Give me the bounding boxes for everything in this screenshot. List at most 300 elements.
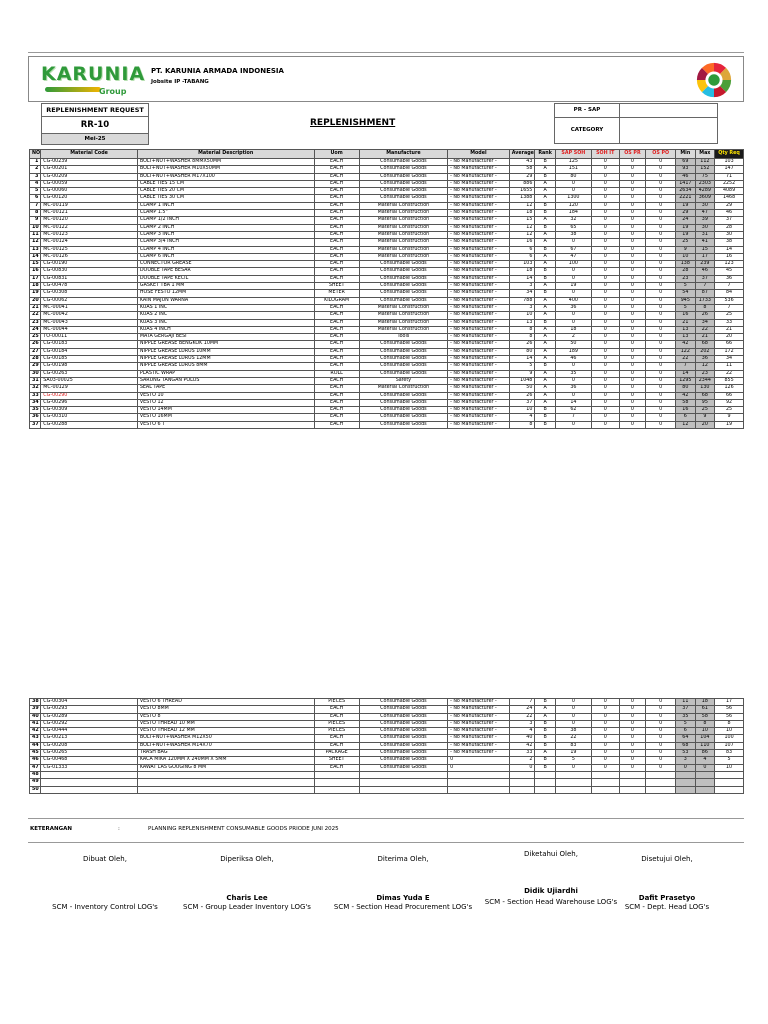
col-model-cell: - No Manufacturer - [448,421,510,428]
col-no-cell: 13 [30,246,41,253]
col-soh-it-cell: 0 [591,159,619,166]
col-material-description-cell: KUAS 2 INC [137,312,314,319]
col-model-cell: - No Manufacturer - [448,392,510,399]
col-qty-req-cell: 34 [715,356,744,363]
table-row [30,290,744,297]
col-average-cell: 26 [509,341,535,348]
col-qty-req-cell: 33 [715,319,744,326]
col-soh-it-cell: 0 [591,224,619,231]
signature-name: Dafit Prasetyo [638,894,696,902]
col-manufacture-cell: Consumable Goods [359,370,447,377]
col-average-cell: 22 [509,713,535,720]
col-uom-cell: EACH [314,706,359,713]
col-model-cell: - No Manufacturer - [448,750,510,757]
col-no-header: NO [30,150,41,159]
col-os-pr-cell: 0 [619,742,646,749]
col-average-cell: 24 [509,706,535,713]
col-min-cell: 29 [676,210,696,217]
col-soh-it-cell [591,786,619,793]
col-soh-it-cell: 0 [591,202,619,209]
col-material-code-cell: CG-00444 [41,728,138,735]
col-os-pr-cell: 0 [619,180,646,187]
col-uom-cell: EACH [314,377,359,384]
col-manufacture-cell: Consumable Goods [359,363,447,370]
col-model-cell: - No Manufacturer - [448,414,510,421]
col-os-pr-cell: 0 [619,188,646,195]
col-os-po-cell: 0 [646,414,676,421]
col-qty-req-cell: 66 [715,341,744,348]
col-soh-it-cell: 0 [591,319,619,326]
col-soh-it-cell: 0 [591,385,619,392]
col-sap-soh-cell: 100 [555,261,591,268]
table-row [30,224,744,231]
col-model-cell: - No Manufacturer - [448,159,510,166]
company-name: PT. KARUNIA ARMADA INDONESIA [151,67,284,75]
col-qty-req-cell: 14 [715,246,744,253]
table-row [30,764,744,771]
col-os-pr-cell: 0 [619,159,646,166]
request-month: Mei-25 [42,134,148,144]
col-uom-cell: EACH [314,304,359,311]
col-material-code-cell: MC-00121 [41,210,138,217]
col-average-cell: 1388 [509,195,535,202]
col-manufacture-cell: Consumable Goods [359,713,447,720]
col-rank-cell: A [535,283,556,290]
col-material-description-cell: CABLE TIES 20 CM [137,188,314,195]
col-sap-soh-cell: 50 [555,341,591,348]
col-max-cell: 58 [695,713,715,720]
col-manufacture-cell: Safety [359,377,447,384]
sdg-wheel-icon [695,61,733,99]
signature-position: SCM - Section Head Procurement LOG's [333,903,473,911]
col-rank-cell [535,779,556,786]
table-row [30,210,744,217]
table-row [30,334,744,341]
col-no-cell: 26 [30,341,41,348]
col-manufacture-cell: Consumable Goods [359,188,447,195]
col-no-cell: 29 [30,363,41,370]
col-model-cell: - No Manufacturer - [448,326,510,333]
col-rank-cell [535,771,556,778]
col-min-cell: 64 [676,735,696,742]
col-sap-soh-cell: 83 [555,742,591,749]
table-row [30,275,744,282]
col-no-cell: 14 [30,253,41,260]
col-min-cell: 2634 [676,188,696,195]
col-os-pr-cell: 0 [619,173,646,180]
col-rank-cell: B [535,757,556,764]
col-manufacture-cell: Material Construction [359,217,447,224]
col-soh-it-cell: 0 [591,699,619,706]
col-min-cell: 6 [676,728,696,735]
col-sap-soh-cell: 62 [555,407,591,414]
table-row [30,253,744,260]
col-soh-it-cell: 0 [591,166,619,173]
col-manufacture-cell: Consumable Goods [359,706,447,713]
col-manufacture-cell: Material Construction [359,202,447,209]
col-qty-req-cell: 83 [715,750,744,757]
col-material-description-cell: MATA GERGAJI BESI [137,334,314,341]
table-row [30,348,744,355]
col-material-code-cell: CG-00060 [41,188,138,195]
col-soh-it-cell: 0 [591,414,619,421]
col-os-pr-cell [619,779,646,786]
col-material-code-cell: CG-00263 [41,370,138,377]
col-os-pr-cell: 0 [619,750,646,757]
col-no-cell: 23 [30,319,41,326]
col-material-code-cell: CG-00292 [41,720,138,727]
col-qty-req-cell: 16 [715,253,744,260]
col-uom-cell: EACH [314,407,359,414]
col-min-cell: 1295 [676,377,696,384]
col-model-cell: - No Manufacturer - [448,699,510,706]
col-model-cell: - No Manufacturer - [448,356,510,363]
col-rank-cell: A [535,370,556,377]
col-soh-it-cell: 0 [591,180,619,187]
col-min-cell: 10 [676,253,696,260]
col-qty-req-cell [715,771,744,778]
col-sap-soh-cell: 151 [555,166,591,173]
col-os-po-cell [646,786,676,793]
col-os-pr-cell: 0 [619,312,646,319]
col-uom-cell: EACH [314,173,359,180]
col-no-cell: 46 [30,757,41,764]
col-manufacture-cell: Material Construction [359,319,447,326]
col-os-pr-cell: 0 [619,261,646,268]
col-manufacture-cell: Consumable Goods [359,392,447,399]
col-uom-cell: EACH [314,159,359,166]
col-rank-cell: A [535,239,556,246]
signature-position: SCM - Group Leader Inventory LOG's [183,903,311,911]
col-model-cell: - No Manufacturer - [448,720,510,727]
col-rank-cell: A [535,385,556,392]
col-average-cell [509,779,535,786]
col-no-cell: 24 [30,326,41,333]
col-model-cell: - No Manufacturer - [448,377,510,384]
col-model-cell: - No Manufacturer - [448,283,510,290]
col-os-pr-cell: 0 [619,334,646,341]
col-manufacture-cell: Material Construction [359,385,447,392]
col-manufacture-cell: Consumable Goods [359,180,447,187]
col-os-po-cell: 0 [646,421,676,428]
col-uom-cell: SHEET [314,757,359,764]
col-qty-req-cell: 22 [715,370,744,377]
col-os-pr-cell: 0 [619,757,646,764]
category-label: CATEGORY [555,118,620,143]
col-manufacture-cell: Consumable Goods [359,764,447,771]
col-os-po-cell: 0 [646,356,676,363]
col-os-pr-cell: 0 [619,363,646,370]
col-max-cell: 15 [695,246,715,253]
col-soh-it-cell: 0 [591,742,619,749]
col-os-pr-cell: 0 [619,728,646,735]
col-max-cell: 239 [695,261,715,268]
col-qty-req-header: Qty Req [715,150,744,159]
col-material-description-cell: CLAMP 2 INCH [137,224,314,231]
col-manufacture-cell: Material Construction [359,304,447,311]
col-qty-req-cell: 46 [715,210,744,217]
col-uom-cell: EACH [314,275,359,282]
col-min-cell: 22 [676,356,696,363]
col-material-description-cell [137,779,314,786]
col-os-po-cell: 0 [646,188,676,195]
col-sap-soh-cell: 47 [555,253,591,260]
col-model-cell: 0 [448,764,510,771]
col-min-cell: 37 [676,706,696,713]
col-model-cell: - No Manufacturer - [448,728,510,735]
top-rule [28,52,744,53]
col-qty-req-cell: 11 [715,363,744,370]
col-material-code-cell: MC-00041 [41,304,138,311]
col-material-description-cell: KACA MIKA 120MM X 240MM X 5MM [137,757,314,764]
col-max-cell: 12 [695,363,715,370]
col-uom-cell: EACH [314,166,359,173]
col-uom-cell: PIECES [314,699,359,706]
col-qty-req-cell: 45 [715,268,744,275]
col-rank-cell: A [535,297,556,304]
col-average-cell: 886 [509,180,535,187]
col-material-description-cell: KAIN MAJUN WARNA [137,297,314,304]
col-rank-cell: A [535,341,556,348]
col-model-cell: - No Manufacturer - [448,706,510,713]
col-no-cell: 39 [30,706,41,713]
col-model-cell: - No Manufacturer - [448,224,510,231]
col-qty-req-cell: 5 [715,757,744,764]
col-sap-soh-cell: 0 [555,268,591,275]
col-soh-it-cell: 0 [591,173,619,180]
col-material-description-cell: TRASH BAG [137,750,314,757]
col-max-cell: 18 [695,699,715,706]
col-min-cell: 3 [676,757,696,764]
col-soh-it-cell: 0 [591,239,619,246]
col-qty-req-cell: 21 [715,326,744,333]
col-os-pr-cell: 0 [619,370,646,377]
col-material-code-cell: SA03-00025 [41,377,138,384]
col-sap-soh-cell: 38 [555,728,591,735]
table-row [30,188,744,195]
signature-position: SCM - Section Head Warehouse LOG's [484,898,618,906]
col-uom-cell: EACH [314,363,359,370]
col-sap-soh-cell: 0 [555,713,591,720]
table-row [30,771,744,778]
col-manufacture-cell: Consumable Goods [359,728,447,735]
table-row [30,312,744,319]
col-rank-cell: B [535,421,556,428]
col-sap-soh-cell: 0 [555,699,591,706]
col-uom-cell: EACH [314,356,359,363]
col-os-pr-cell [619,786,646,793]
col-material-code-cell: CG-00213 [41,735,138,742]
col-qty-req-cell: 38 [715,239,744,246]
col-qty-req-cell: 36 [715,275,744,282]
col-rank-cell [535,786,556,793]
col-sap-soh-cell: 65 [555,224,591,231]
col-average-cell: 26 [509,392,535,399]
col-os-pr-cell: 0 [619,348,646,355]
col-average-cell: 5 [509,363,535,370]
col-no-cell: 21 [30,304,41,311]
table-row [30,231,744,238]
col-os-po-cell: 0 [646,757,676,764]
col-rank-cell: B [535,728,556,735]
table-row [30,326,744,333]
col-max-cell: 68 [695,341,715,348]
col-os-po-cell: 0 [646,246,676,253]
col-material-code-cell: CG-00062 [41,297,138,304]
table-row [30,735,744,742]
col-no-cell: 30 [30,370,41,377]
col-soh-it-cell: 0 [591,728,619,735]
col-min-cell: 93 [676,166,696,173]
col-os-pr-cell: 0 [619,224,646,231]
col-material-description-cell: SARUNG TANGAN POLOS [137,377,314,384]
col-sap-soh-cell: 0 [555,188,591,195]
col-rank-cell: B [535,224,556,231]
col-model-cell: - No Manufacturer - [448,290,510,297]
col-os-pr-cell [619,771,646,778]
col-min-cell [676,771,696,778]
col-manufacture-cell: Consumable Goods [359,159,447,166]
col-min-cell: 0 [676,764,696,771]
col-qty-req-cell: 20 [715,334,744,341]
col-max-cell: 8 [695,304,715,311]
col-min-cell: 46 [676,173,696,180]
col-rank-cell: A [535,312,556,319]
category-value[interactable] [620,118,717,143]
col-os-po-cell: 0 [646,728,676,735]
col-no-cell: 11 [30,231,41,238]
col-os-po-cell [646,779,676,786]
col-material-description-cell: NIPPLE GREASE LURUS 8MM [137,363,314,370]
col-min-cell: 19 [676,224,696,231]
col-manufacture-cell: Consumable Goods [359,735,447,742]
col-uom-cell: EACH [314,764,359,771]
col-rank-cell: B [535,246,556,253]
col-rank-cell: B [535,720,556,727]
col-average-cell: 16 [509,239,535,246]
col-uom-cell: EACH [314,239,359,246]
col-os-po-cell: 0 [646,407,676,414]
col-material-description-cell: CABLE TIES 30 CM [137,195,314,202]
col-rank-cell: A [535,706,556,713]
col-soh-it-cell: 0 [591,407,619,414]
col-material-code-cell: CG-00185 [41,356,138,363]
col-os-po-cell: 0 [646,290,676,297]
col-soh-it-cell: 0 [591,210,619,217]
col-qty-req-cell [715,779,744,786]
col-max-cell: 2344 [695,377,715,384]
col-qty-req-cell: 1468 [715,195,744,202]
col-rank-cell: A [535,326,556,333]
col-max-cell: 34 [695,319,715,326]
col-sap-soh-cell: 0 [555,377,591,384]
col-material-description-cell: CLAMP 6 INCH [137,253,314,260]
col-no-cell: 47 [30,764,41,771]
col-qty-req-cell: 66 [715,392,744,399]
col-os-po-cell: 0 [646,195,676,202]
col-rank-cell: B [535,363,556,370]
material-table-top [29,149,744,429]
col-material-description-cell: NIPPLE GREASE LURUS 12MM [137,356,314,363]
col-max-cell: 30 [695,224,715,231]
col-soh-it-cell: 0 [591,195,619,202]
col-material-code-cell: CG-00059 [41,180,138,187]
col-no-cell: 50 [30,786,41,793]
col-os-po-cell: 0 [646,370,676,377]
col-uom-cell [314,779,359,786]
col-average-cell: 12 [509,202,535,209]
col-os-pr-cell: 0 [619,385,646,392]
signature-role: Diketahui Oleh, [524,850,578,858]
col-uom-cell: EACH [314,392,359,399]
col-model-cell: - No Manufacturer - [448,231,510,238]
col-no-cell: 36 [30,414,41,421]
col-average-cell: 4 [509,728,535,735]
signature-block-5 [592,850,742,920]
table-row [30,706,744,713]
col-manufacture-cell [359,779,447,786]
col-manufacture-cell: Material Construction [359,210,447,217]
col-sap-soh-cell [555,786,591,793]
col-model-cell: - No Manufacturer - [448,348,510,355]
col-uom-cell: PACKAGE [314,750,359,757]
table-row [30,261,744,268]
col-model-cell: - No Manufacturer - [448,319,510,326]
col-rank-cell: A [535,334,556,341]
col-no-cell: 8 [30,210,41,217]
col-os-pr-cell: 0 [619,326,646,333]
pr-sap-value[interactable] [620,104,717,117]
table-row [30,699,744,706]
col-material-code-cell: MC-00119 [41,202,138,209]
signature-block-3 [328,850,478,920]
col-model-cell [448,771,510,778]
col-material-description-cell: VESTO 10 [137,392,314,399]
col-material-description-cell: DOUBLE TAPE KECIL [137,275,314,282]
col-no-cell: 17 [30,275,41,282]
col-max-cell: 46 [695,268,715,275]
col-max-cell: 4 [695,757,715,764]
col-soh-it-cell: 0 [591,188,619,195]
col-sap-soh-cell: 38 [555,231,591,238]
col-max-cell: 22 [695,326,715,333]
col-uom-cell: EACH [314,261,359,268]
col-manufacture-cell: Consumable Goods [359,720,447,727]
table-row [30,180,744,187]
col-manufacture-cell [359,771,447,778]
col-qty-req-cell: 29 [715,202,744,209]
col-model-cell: - No Manufacturer - [448,239,510,246]
col-soh-it-cell: 0 [591,392,619,399]
table-row [30,363,744,370]
col-os-po-cell: 0 [646,348,676,355]
col-model-cell: - No Manufacturer - [448,370,510,377]
table-row [30,202,744,209]
col-min-cell: 1417 [676,180,696,187]
col-no-cell: 12 [30,239,41,246]
col-material-code-cell: CG-00293 [41,706,138,713]
col-rank-cell: B [535,407,556,414]
col-os-po-cell: 0 [646,326,676,333]
col-model-cell: - No Manufacturer - [448,275,510,282]
col-manufacture-cell: Consumable Goods [359,297,447,304]
col-os-pr-cell: 0 [619,421,646,428]
col-average-cell: 6 [509,246,535,253]
col-max-cell: 7 [695,283,715,290]
col-qty-req-cell: 126 [715,385,744,392]
col-sap-soh-cell: 5 [555,757,591,764]
col-no-cell: 5 [30,188,41,195]
